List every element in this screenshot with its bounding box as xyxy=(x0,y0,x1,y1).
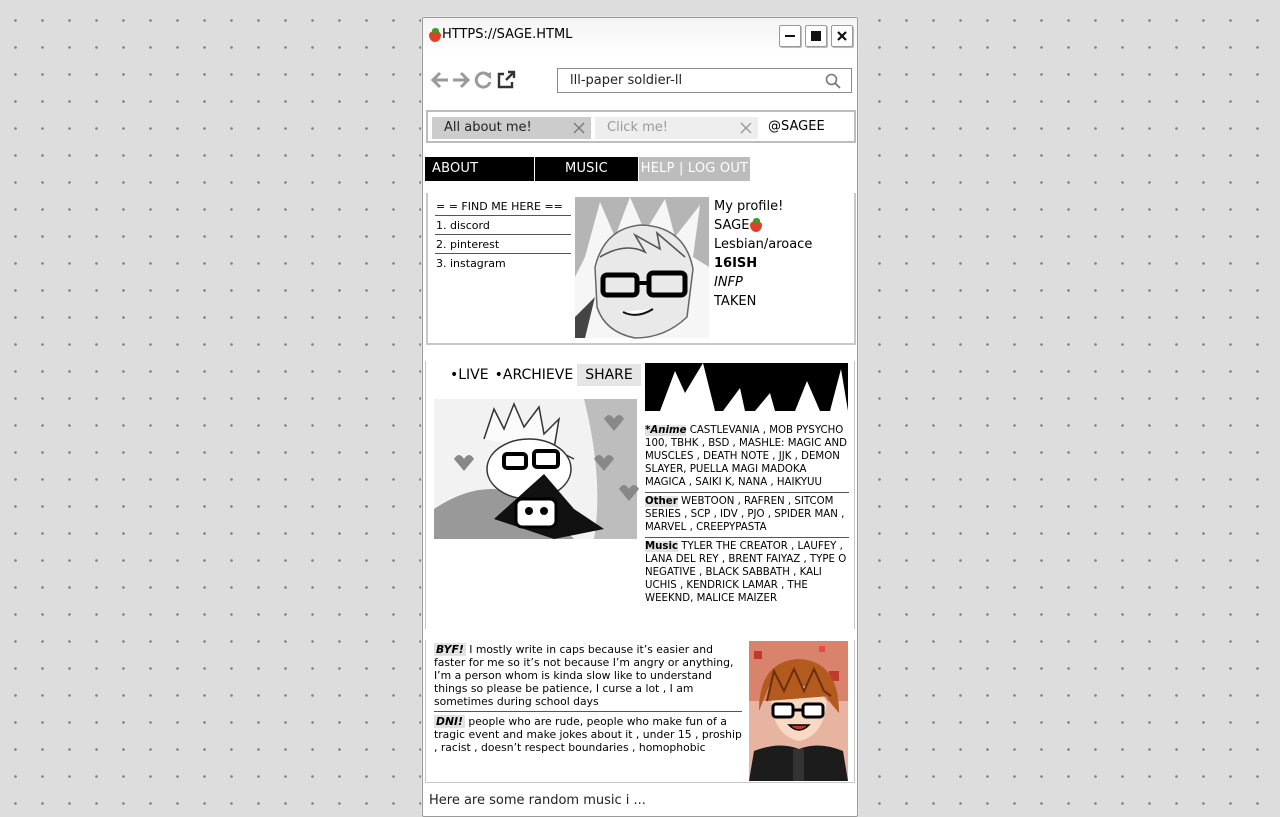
profile-age: 16ISH xyxy=(714,256,758,271)
forward-arrow-icon[interactable] xyxy=(452,72,470,88)
find-me-header: = = FIND ME HERE == xyxy=(435,197,571,216)
user-handle: @SAGEE xyxy=(768,119,825,134)
browser-window xyxy=(422,17,858,817)
dni-label: DNI! xyxy=(436,715,463,728)
close-tab-icon[interactable] xyxy=(740,122,752,134)
other-text: WEBTOON , RAFREN , SITCOM SERIES , SCP , IDV , PJO , SPIDER MAN , MARVEL , CREEPYPASTA xyxy=(645,496,845,533)
byf-dni-section xyxy=(425,640,855,783)
anime-likes xyxy=(645,424,849,493)
profile-name: SAGE xyxy=(714,218,750,233)
likes-list xyxy=(645,424,849,610)
profile-heading: My profile! xyxy=(714,199,784,214)
tab-all-about-me[interactable] xyxy=(432,117,591,139)
search-icon[interactable] xyxy=(825,73,841,89)
find-me-list xyxy=(435,197,571,273)
music-label: Music xyxy=(645,541,678,552)
find-me-discord[interactable]: 1. discord xyxy=(435,216,571,235)
window-title xyxy=(429,27,572,42)
dni-text: people who are rude, people who make fun of a tragic event and make jokes about it , under 15 , proship , racist , doesn’t respect boundaries , homophobic xyxy=(434,715,742,754)
profile-status: TAKEN xyxy=(714,294,757,309)
tab-click-me[interactable] xyxy=(595,117,758,139)
byf-label: BYF! xyxy=(436,643,464,656)
address-input[interactable] xyxy=(558,70,813,92)
music-section-intro: Here are some random music i ... xyxy=(429,793,646,808)
title-bar xyxy=(423,18,857,58)
back-arrow-icon[interactable] xyxy=(431,72,449,88)
share-button[interactable]: SHARE xyxy=(577,364,641,386)
actions-row xyxy=(450,364,641,386)
window-title-text: HTTPS://SAGE.HTML xyxy=(442,27,573,42)
byf-dni-text xyxy=(434,643,742,760)
music-likes xyxy=(645,540,849,608)
banner-image xyxy=(645,363,848,411)
main-menu xyxy=(425,157,855,181)
refresh-icon[interactable] xyxy=(473,70,493,90)
address-search-box[interactable] xyxy=(557,68,852,93)
tab-label: All about me! xyxy=(444,120,532,135)
navigation-buttons xyxy=(431,70,516,90)
profile-identity: Lesbian/aroace xyxy=(714,237,813,252)
minimize-button[interactable] xyxy=(779,25,801,47)
menu-about[interactable]: ABOUT xyxy=(425,157,535,181)
dni-block xyxy=(434,715,742,757)
tab-label: Click me! xyxy=(607,120,668,135)
other-label: Other xyxy=(645,496,678,507)
external-link-icon[interactable] xyxy=(496,70,516,90)
tab-bar xyxy=(426,110,856,143)
profile-mbti: INFP xyxy=(714,275,743,290)
anime-text: CASTLEVANIA , MOB PYSYCHO 100, TBHK , BSD , MASHLE: MAGIC AND MUSCLES , DEATH NOTE , JJK , DEMON SLAYER, PUELLA MAGI MADOKA MAGICA , SAIKI K, NANA , HAIKYUU xyxy=(645,425,847,488)
strawberry-icon xyxy=(750,218,762,231)
profile-info xyxy=(714,197,812,311)
close-button[interactable] xyxy=(831,25,853,47)
menu-help-logout[interactable]: HELP | LOG OUT xyxy=(639,157,750,181)
strawberry-icon xyxy=(429,28,441,41)
live-link[interactable]: •LIVE xyxy=(450,367,489,383)
menu-music[interactable]: MUSIC xyxy=(535,157,639,181)
maximize-icon xyxy=(811,31,821,41)
find-me-pinterest[interactable]: 2. pinterest xyxy=(435,235,571,254)
manga-artwork-image xyxy=(434,399,637,539)
likes-section xyxy=(425,361,855,629)
byf-block xyxy=(434,643,742,712)
profile-section xyxy=(426,193,856,345)
music-text: TYLER THE CREATOR , LAUFEY , LANA DEL REY , BRENT FAIYAZ , TYPE O NEGATIVE , BLACK SABBATH , KALI UCHIS , KENDRICK LAMAR , THE WEEKND, MALICE MAIZER xyxy=(645,541,847,604)
close-tab-icon[interactable] xyxy=(573,122,585,134)
anime-label: *Anime xyxy=(645,425,687,436)
minimize-icon xyxy=(785,31,795,41)
maximize-button[interactable] xyxy=(805,25,827,47)
byf-text: I mostly write in caps because it’s easier and faster for me so it’s not because I’m angry or anything, I’m a person whom is kinda slow like to understand things so please be patience, I curse a lot , I am sometimes during school days xyxy=(434,643,734,708)
close-icon xyxy=(837,31,847,41)
color-avatar-image xyxy=(749,641,848,781)
profile-avatar-image xyxy=(575,197,709,338)
other-likes xyxy=(645,495,849,538)
find-me-instagram[interactable]: 3. instagram xyxy=(436,257,506,270)
archive-link[interactable]: •ARCHIEVE xyxy=(494,367,574,383)
